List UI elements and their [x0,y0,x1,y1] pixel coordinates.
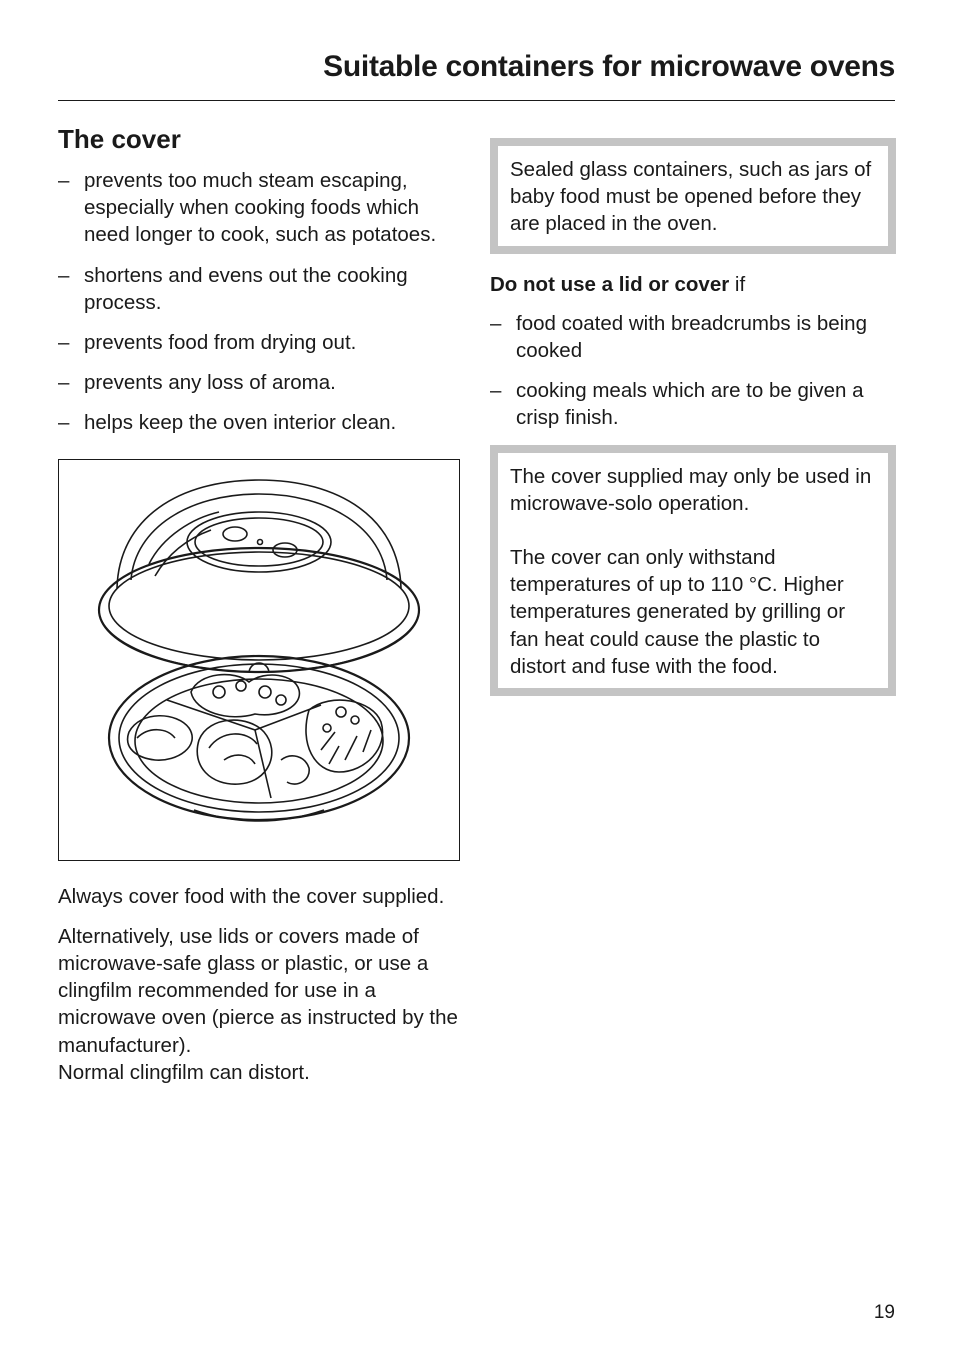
section-heading: The cover [58,124,181,154]
list-item [58,409,468,436]
note-text: Sealed glass containers, such as jars of baby food must be opened before they are placed in the oven. [510,158,872,236]
dash-bullet: – [58,371,70,395]
list-item [490,377,896,431]
dash-bullet: – [490,379,502,403]
dash-bullet: – [58,169,70,192]
cover-benefits-list [58,167,468,437]
paragraph-line: Normal clingfilm can distort. [58,1060,310,1084]
note-text: The cover supplied may only be used in microwave-solo operation. [510,464,872,515]
note-box-sealed-containers [490,138,896,254]
paragraph-line: Alternatively, use lids or covers made of microwave-safe glass or plastic, or use a clingfilm recommended for use in a microwave oven (pierce as instructed by the manufacturer). [58,924,458,1057]
list-item [58,167,468,249]
list-item-text: shortens and evens out the cooking process. [84,263,408,314]
list-item [58,369,468,396]
cover-illustration [58,459,460,861]
list-item-text: food coated with breadcrumbs is being cooked [516,311,867,363]
dash-bullet: – [58,331,70,355]
note-box-cover-limits [490,445,896,696]
note-text: The cover can only withstand temperatures of up to 110 °C. Higher temperatures generated by grilling or fan heat could cause the plastic to distort and fuse with the food. [510,546,846,678]
right-column [490,138,896,696]
list-item-text: prevents any loss of aroma. [84,371,336,395]
paragraph [58,923,468,1086]
page-number: 19 [873,1302,895,1323]
paragraph: Always cover food with the cover supplied. [58,884,445,908]
warning-heading-rest: if [729,272,746,296]
page-title: Suitable containers for microwave ovens [323,50,895,83]
dash-bullet: – [490,311,502,335]
left-column [58,124,468,1099]
warning-heading [490,271,896,298]
microwave-cover-icon [59,460,459,860]
list-item [58,329,468,356]
list-item-text: cooking meals which are to be given a crisp finish. [516,379,864,430]
list-item-text: prevents food from drying out. [84,331,357,355]
list-item-text: prevents too much steam escaping, especially when cooking foods which need longer to cook, such as potatoes. [84,169,437,247]
list-item [58,262,468,316]
list-item [490,310,896,364]
warning-heading-bold: Do not use a lid or cover [490,272,730,296]
no-cover-list [490,310,896,432]
title-divider [58,100,895,101]
dash-bullet: – [58,263,70,287]
list-item-text: helps keep the oven interior clean. [84,411,397,435]
dash-bullet: – [58,411,70,435]
